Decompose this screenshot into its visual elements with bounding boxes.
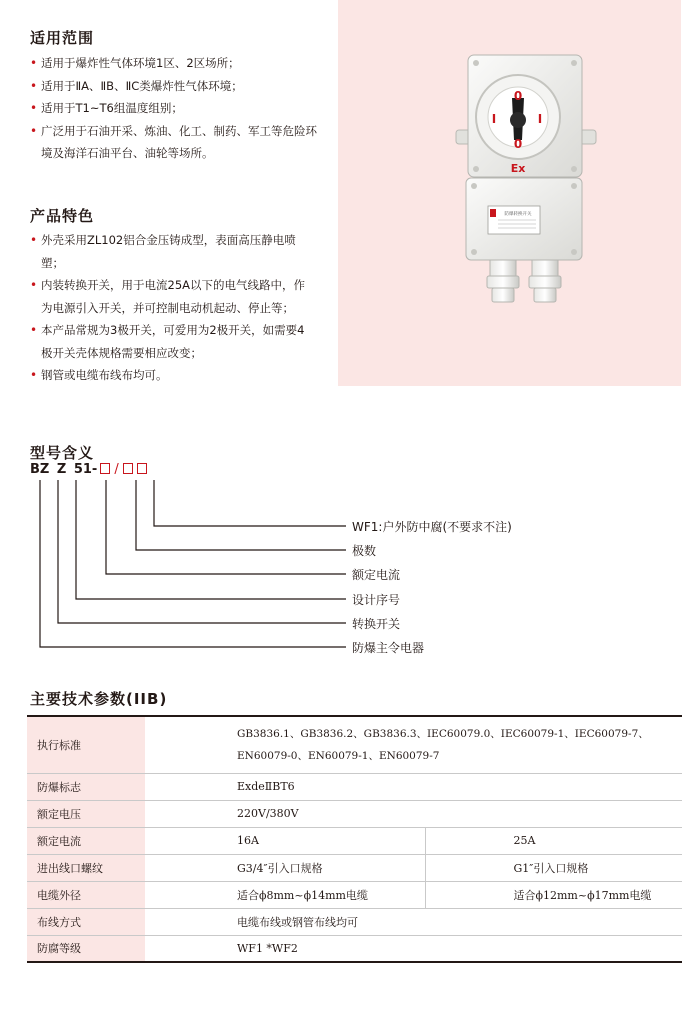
section-title-features: 产品特色 [30, 207, 95, 225]
model-code-slash: / [114, 462, 119, 477]
model-code-part-2: Z [56, 462, 67, 477]
params-table [27, 715, 682, 963]
list-item: • 内装转换开关，用于电流25A以下的电气线路中，作为电源引入开关，并可控制电动机起动、停止等； [30, 274, 315, 319]
nameplate-text: 防爆转换开关 [504, 212, 532, 217]
row-value: 220V/380V [145, 800, 682, 827]
list-item: • 钢管或电缆布线布均可。 [30, 364, 315, 387]
model-code-part-3: 51- [73, 462, 98, 477]
model-code-part-1: BZ [30, 462, 50, 477]
row-value: 适合ϕ8mm~ϕ14mm电缆 [145, 881, 425, 908]
table-row [27, 935, 682, 962]
row-label: 防爆标志 [27, 773, 145, 800]
list-item: • 本产品常规为3极开关，可爱用为2极开关，如需要4极开关壳体规格需要相应改变； [30, 319, 315, 364]
model-leader-lines [0, 470, 360, 660]
row-value: GB3836.1、GB3836.2、GB3836.3、IEC60079.0、IEC60079-1、IEC60079-7、EN60079-0、EN60079-1、EN60079-7 [145, 716, 682, 773]
section-title-model: 型号含义 [30, 444, 95, 462]
list-item: • 适用于ⅡA、ⅡB、ⅡC类爆炸性气体环境； [30, 75, 320, 98]
table-row [27, 881, 682, 908]
row-value: WF1 *WF2 [145, 935, 682, 962]
table-row [27, 773, 682, 800]
row-label: 防腐等级 [27, 935, 145, 962]
dial-label-left: I [491, 112, 497, 126]
row-label: 额定电流 [27, 827, 145, 854]
row-value: ExdeⅡBT6 [145, 773, 682, 800]
row-value: G3/4″引入口规格 [145, 854, 425, 881]
table-row [27, 908, 682, 935]
row-value-2: 适合ϕ12mm~ϕ17mm电缆 [425, 881, 682, 908]
table-row [27, 800, 682, 827]
table-row [27, 827, 682, 854]
product-photo [338, 0, 681, 386]
list-item: • 外壳采用ZL102铝合金压铸成型，表面高压静电喷塑； [30, 229, 315, 274]
row-value-2: G1″引入口规格 [425, 854, 682, 881]
list-item: • 适用于爆炸性气体环境1区、2区场所； [30, 52, 320, 75]
list-item: • 广泛用于石油开采、炼油、化工、制药、军工等危险环境及海洋石油平台、油轮等场所。 [30, 120, 320, 165]
row-label: 电缆外径 [27, 881, 145, 908]
row-value: 电缆布线或钢管布线均可 [145, 908, 682, 935]
row-label: 进出线口螺纹 [27, 854, 145, 881]
row-value-2: 25A [425, 827, 682, 854]
legend-switch: 转换开关 [352, 617, 401, 631]
ex-mark: Ex [510, 162, 526, 175]
legend-wf1: WF1:户外防中腐(不要求不注) [352, 520, 512, 534]
legend-explosion-proof: 防爆主令电器 [352, 641, 425, 655]
dial-label-top: 0 [513, 89, 523, 103]
legend-rated-current: 额定电流 [352, 568, 401, 582]
dial-label-right: I [537, 112, 543, 126]
scope-list [30, 52, 320, 165]
legend-poles: 极数 [352, 544, 377, 558]
row-label: 执行标准 [27, 716, 145, 773]
section-title-scope: 适用范围 [30, 29, 95, 47]
row-value: 16A [145, 827, 425, 854]
table-row [27, 716, 682, 773]
row-label: 额定电压 [27, 800, 145, 827]
dial-label-bottom: 0 [513, 137, 523, 151]
row-label: 布线方式 [27, 908, 145, 935]
list-item: • 适用于T1~T6组温度组别； [30, 97, 320, 120]
features-list [30, 229, 315, 387]
legend-design-no: 设计序号 [352, 593, 401, 607]
section-title-params: 主要技术参数(IIB) [30, 690, 168, 708]
table-row [27, 854, 682, 881]
